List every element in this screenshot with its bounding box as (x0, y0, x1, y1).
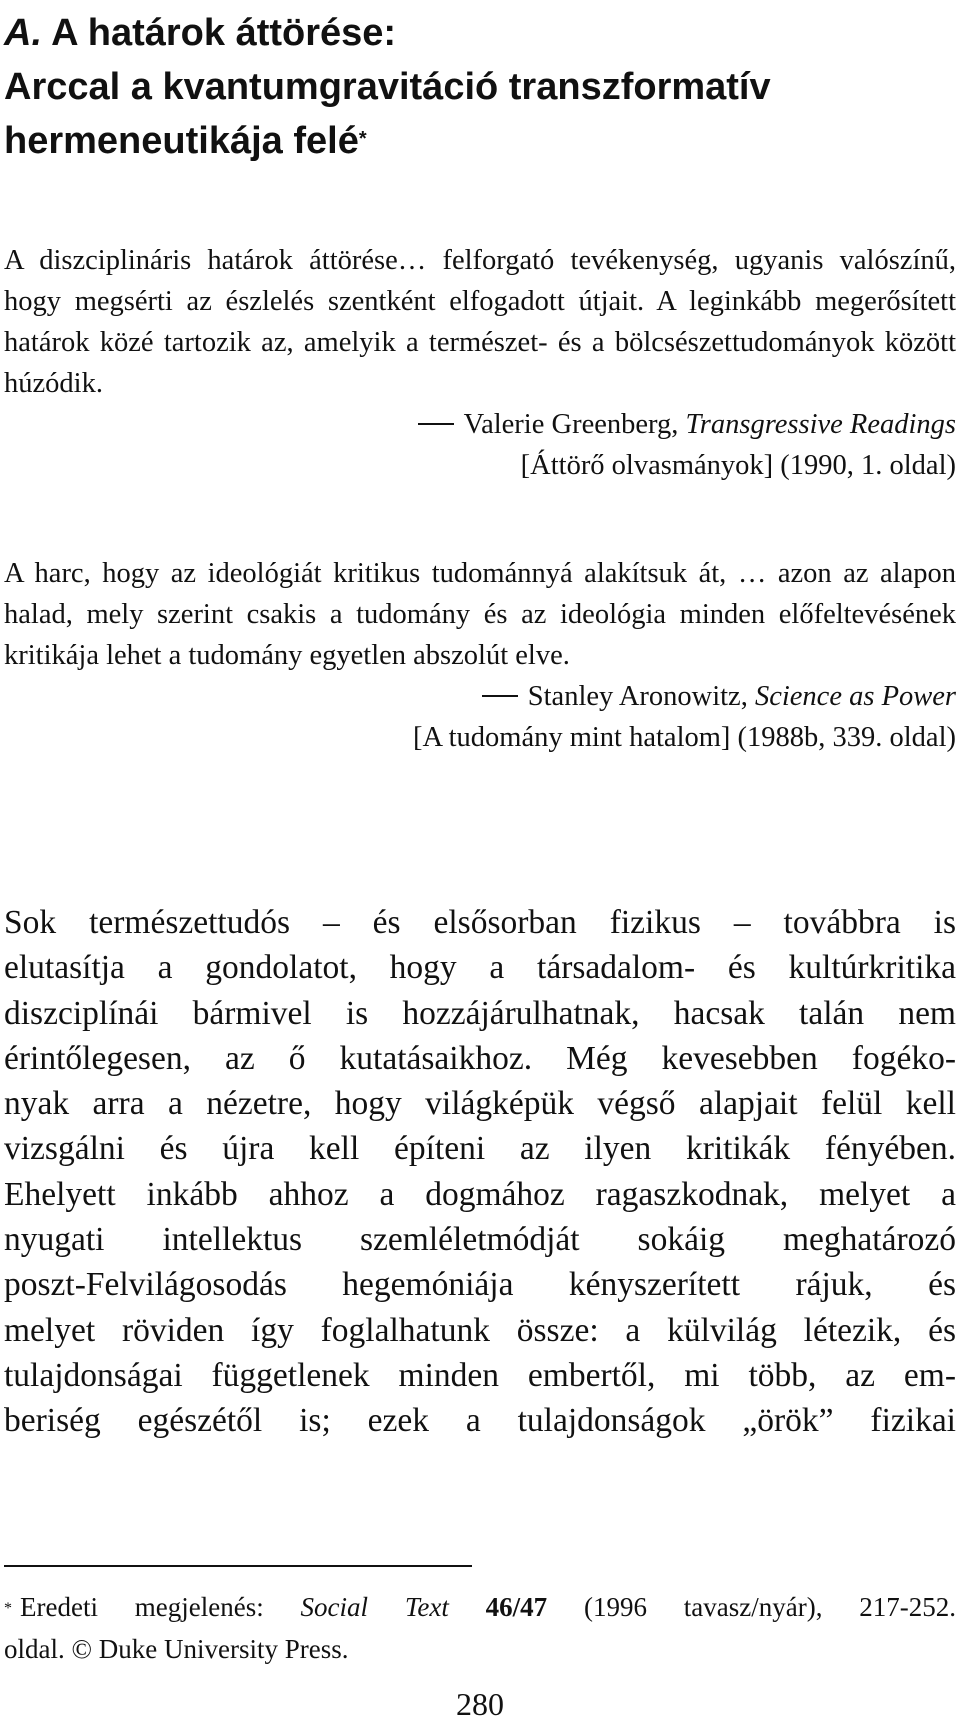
epigraph-1-citation: [Áttörő olvasmányok] (1990, 1. oldal) (520, 450, 956, 481)
footnote-marker: * (4, 1600, 12, 1617)
chapter-title (4, 6, 944, 168)
page-number: 280 (456, 1686, 504, 1722)
epigraph-2-work: Science as Power (754, 681, 956, 712)
epigraph-2-attribution: Stanley Aronowitz, Science as Power (4, 676, 956, 717)
chapter-letter: A. (4, 12, 42, 54)
body-line: beriség egészétől is; ezek a tulajdonságok „örök” fizikai (4, 1402, 956, 1440)
footnote-separator (4, 1565, 472, 1567)
body-line: nyak arra a nézetre, hogy világképük végső alapjait felül kell (4, 1085, 956, 1123)
body-line: vizsgálni és újra kell építeni az ilyen kritikák fényében. (4, 1130, 956, 1168)
epigraph-2 (4, 553, 956, 758)
body-line: Sok természettudós – és elsősorban fizikus – továbbra is (4, 904, 956, 941)
body-line: melyet röviden így foglalhatunk össze: a külvilág létezik, és (4, 1311, 956, 1349)
body-line: tulajdonságai függetlenek minden embertől, mi több, az em- (4, 1356, 956, 1394)
body-line: elutasítja a gondolatot, hogy a társadalom- és kultúrkritika (4, 949, 956, 987)
epigraph-1-work: Transgressive Readings (685, 409, 956, 440)
epigraph-1 (4, 240, 956, 486)
footnote-issue: 46/47 (485, 1592, 548, 1622)
body-line: érintőlegesen, az ő kutatásaikhoz. Még kevesebben fogéko- (4, 1039, 956, 1077)
body-line: poszt-Felvilágosodás hegemóniája kényszerített rájuk, és (4, 1266, 956, 1304)
body-line: Ehelyett inkább ahhoz a dogmához ragaszkodnak, melyet a (4, 1175, 956, 1213)
body-line: nyugati intellektus szemléletmódját sokáig meghatározó (4, 1221, 956, 1259)
epigraph-2-citation: [A tudomány mint hatalom] (1988b, 339. oldal) (412, 722, 956, 753)
footnote-line-2: oldal. © Duke University Press. (4, 1634, 349, 1664)
em-dash (418, 423, 454, 425)
footnote-journal: Social Text (300, 1592, 449, 1622)
epigraph-1-attribution: Valerie Greenberg, Transgressive Readings (4, 404, 956, 445)
body-line: diszciplínái bármivel is hozzájárulhatnak, hacsak talán nem (4, 994, 956, 1032)
chapter-title-line-1: A. A határok áttörése: (4, 12, 397, 54)
em-dash (482, 695, 518, 697)
epigraph-2-quote: A harc, hogy az ideológiát kritikus tudománnyá alakítsuk át, … azon az alapon halad, mely szerint csakis a tudomány és az ideológia minden előfeltevésének kritikája lehet a tudomány egyetlen abszolút elve. (4, 558, 956, 671)
title-footnote-marker[interactable]: * (358, 128, 367, 150)
footnote-line-1: * Eredeti megjelenés: Social Text 46/47 (1996 tavasz/nyár), 217-252. (4, 1592, 957, 1622)
epigraph-1-quote: A diszciplináris határok áttörése… felforgató tevékenység, ugyanis valószínű, hogy megsérti az észlelés szentként elfogadott útjait. A leginkább megerősített határok közé tartozik az, amelyik a természet- és a bölcsészettudományok között húzódik. (4, 245, 956, 399)
footnote (4, 1586, 956, 1670)
chapter-title-line-3: hermeneutikája felé* (4, 120, 367, 162)
body-paragraph (4, 900, 956, 1444)
chapter-title-line-2: Arccal a kvantumgravitáció transzformatív (4, 66, 771, 108)
